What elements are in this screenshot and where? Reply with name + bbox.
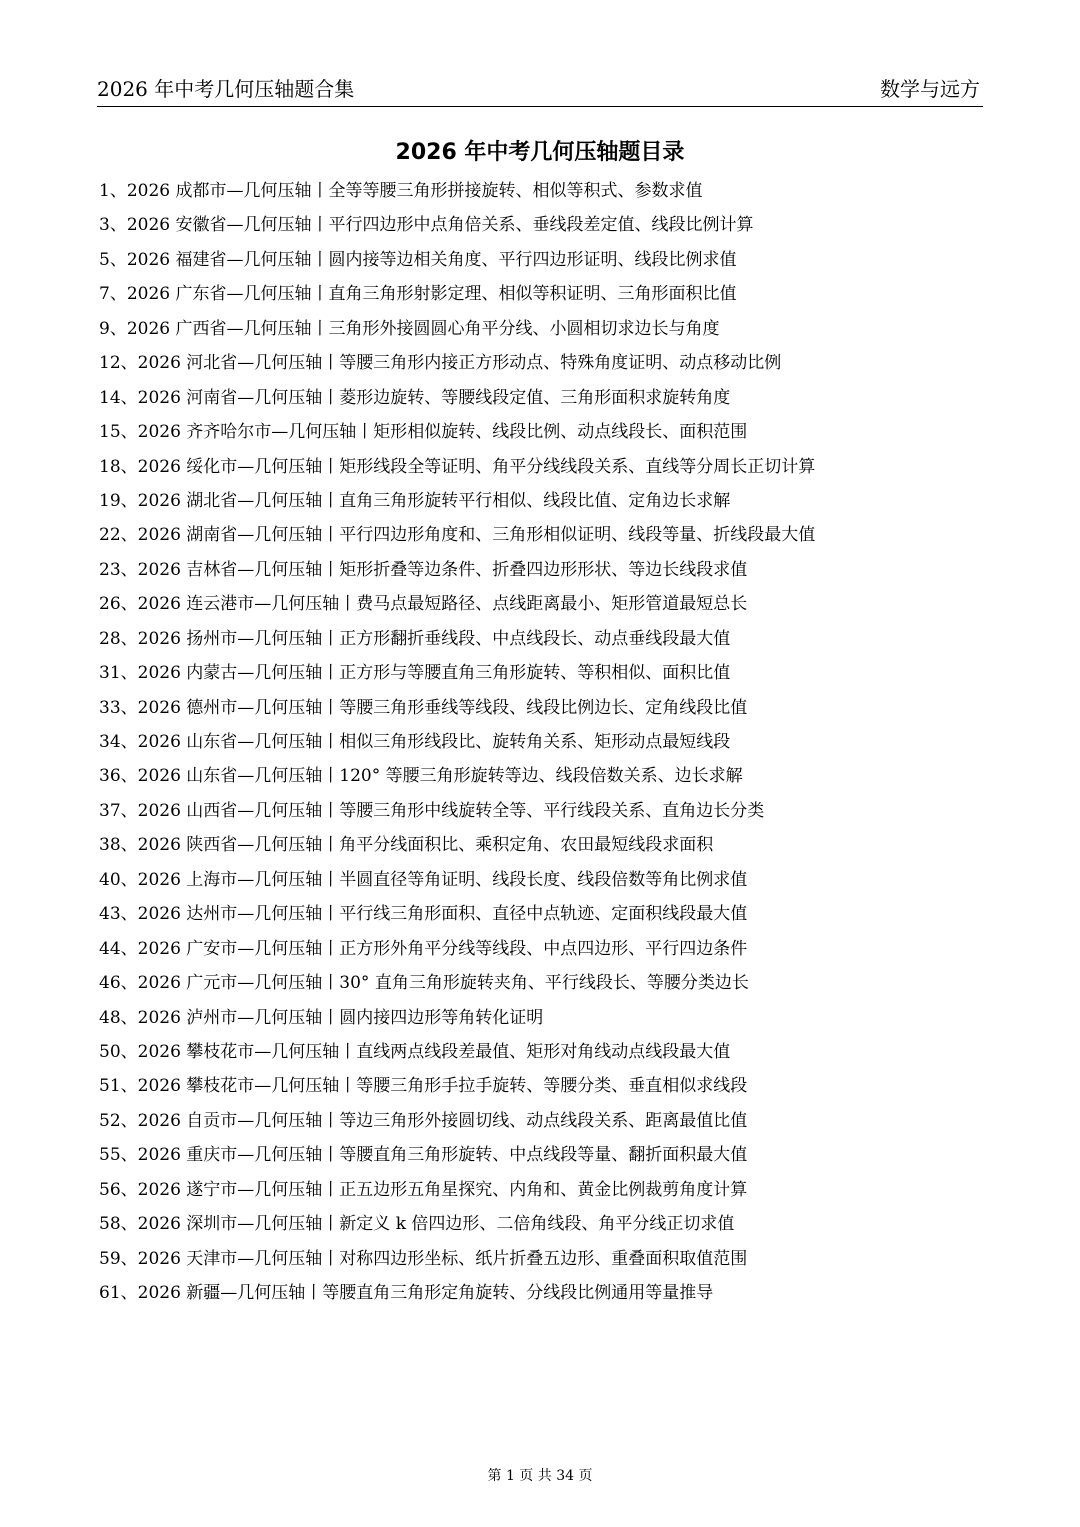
toc-entry: 48、2026 泸州市—几何压轴丨圆内接四边形等角转化证明 xyxy=(99,1007,544,1028)
toc-entry: 31、2026 内蒙古—几何压轴丨正方形与等腰直角三角形旋转、等积相似、面积比值 xyxy=(99,663,731,684)
toc-entry: 23、2026 吉林省—几何压轴丨矩形折叠等边条件、折叠四边形形状、等边长线段求值 xyxy=(99,559,748,580)
toc-entry: 40、2026 上海市—几何压轴丨半圆直径等角证明、线段长度、线段倍数等角比例求值 xyxy=(99,869,748,890)
toc-entry: 28、2026 扬州市—几何压轴丨正方形翻折垂线段、中点线段长、动点垂线段最大值 xyxy=(99,628,731,649)
toc-entry: 56、2026 遂宁市—几何压轴丨正五边形五角星探究、内角和、黄金比例裁剪角度计算 xyxy=(99,1179,748,1200)
toc-entry: 33、2026 德州市—几何压轴丨等腰三角形垂线等线段、线段比例边长、定角线段比值 xyxy=(99,697,748,718)
table-of-contents xyxy=(99,176,999,1312)
toc-entry: 61、2026 新疆—几何压轴丨等腰直角三角形定角旋转、分线段比例通用等量推导 xyxy=(99,1283,714,1303)
toc-entry: 44、2026 广安市—几何压轴丨正方形外角平分线等线段、中点四边形、平行四边条件 xyxy=(99,938,748,959)
toc-entry: 9、2026 广西省—几何压轴丨三角形外接圆圆心角平分线、小圆相切求边长与角度 xyxy=(99,318,720,339)
toc-entry: 46、2026 广元市—几何压轴丨30° 直角三角形旋转夹角、平行线段长、等腰分类边长 xyxy=(99,973,749,994)
toc-entry: 5、2026 福建省—几何压轴丨圆内接等边相关角度、平行四边形证明、线段比例求值 xyxy=(99,249,737,270)
toc-entry: 55、2026 重庆市—几何压轴丨等腰直角三角形旋转、中点线段等量、翻折面积最大值 xyxy=(99,1145,748,1166)
toc-entry: 59、2026 天津市—几何压轴丨对称四边形坐标、纸片折叠五边形、重叠面积取值范围 xyxy=(99,1248,748,1269)
toc-entry: 43、2026 达州市—几何压轴丨平行线三角形面积、直径中点轨迹、定面积线段最大值 xyxy=(99,904,748,925)
header-collection-title: 2026 年中考几何压轴题合集 xyxy=(97,77,355,101)
toc-entry: 51、2026 攀枝花市—几何压轴丨等腰三角形手拉手旋转、等腰分类、垂直相似求线段 xyxy=(99,1076,748,1097)
toc-entry: 1、2026 成都市—几何压轴丨全等等腰三角形拼接旋转、相似等积式、参数求值 xyxy=(99,181,703,201)
toc-entry: 12、2026 河北省—几何压轴丨等腰三角形内接正方形动点、特殊角度证明、动点移动比例 xyxy=(99,353,782,374)
toc-entry: 18、2026 绥化市—几何压轴丨矩形线段全等证明、角平分线线段关系、直线等分周长正切计算 xyxy=(99,456,816,477)
page-number-footer: 第 1 页 共 34 页 xyxy=(487,1468,593,1484)
toc-entry: 26、2026 连云港市—几何压轴丨费马点最短路径、点线距离最小、矩形管道最短总长 xyxy=(99,594,748,615)
header-author: 数学与远方 xyxy=(880,77,980,101)
toc-entry: 3、2026 安徽省—几何压轴丨平行四边形中点角倍关系、垂线段差定值、线段比例计算 xyxy=(99,215,754,236)
toc-entry: 36、2026 山东省—几何压轴丨120° 等腰三角形旋转等边、线段倍数关系、边长求解 xyxy=(99,766,743,787)
toc-entry: 14、2026 河南省—几何压轴丨菱形边旋转、等腰线段定值、三角形面积求旋转角度 xyxy=(99,387,731,408)
toc-entry: 34、2026 山东省—几何压轴丨相似三角形线段比、旋转角关系、矩形动点最短线段 xyxy=(99,732,731,752)
toc-entry: 7、2026 广东省—几何压轴丨直角三角形射影定理、相似等积证明、三角形面积比值 xyxy=(99,284,737,305)
page-title: 2026 年中考几何压轴题目录 xyxy=(395,140,685,165)
toc-entry: 19、2026 湖北省—几何压轴丨直角三角形旋转平行相似、线段比值、定角边长求解 xyxy=(99,490,731,511)
toc-entry: 58、2026 深圳市—几何压轴丨新定义 k 倍四边形、二倍角线段、角平分线正切求值 xyxy=(99,1214,735,1235)
toc-entry: 15、2026 齐齐哈尔市—几何压轴丨矩形相似旋转、线段比例、动点线段长、面积范围 xyxy=(99,422,748,443)
toc-entry: 22、2026 湖南省—几何压轴丨平行四边形角度和、三角形相似证明、线段等量、折线段最大值 xyxy=(99,525,816,546)
page-header xyxy=(97,76,983,107)
toc-entry: 37、2026 山西省—几何压轴丨等腰三角形中线旋转全等、平行线段关系、直角边长分类 xyxy=(99,800,765,821)
toc-entry: 52、2026 自贡市—几何压轴丨等边三角形外接圆切线、动点线段关系、距离最值比值 xyxy=(99,1110,748,1131)
toc-entry: 50、2026 攀枝花市—几何压轴丨直线两点线段差最值、矩形对角线动点线段最大值 xyxy=(99,1041,731,1062)
toc-entry: 38、2026 陕西省—几何压轴丨角平分线面积比、乘积定角、农田最短线段求面积 xyxy=(99,835,714,856)
